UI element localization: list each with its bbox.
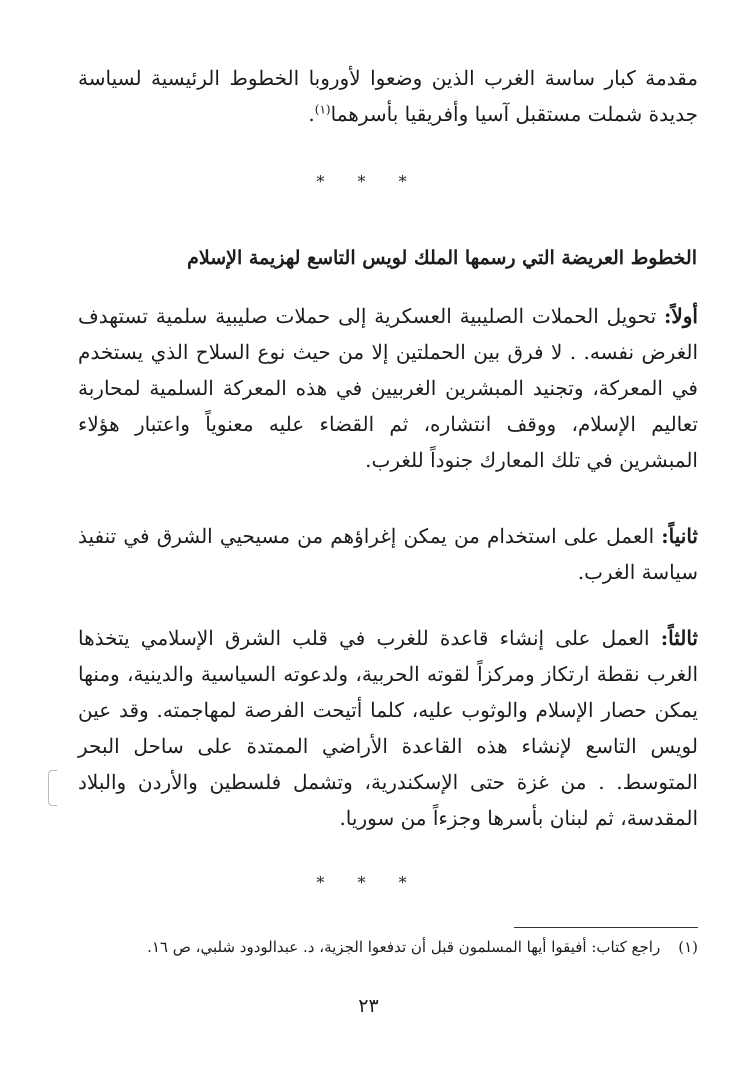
paragraph-third — [78, 620, 698, 836]
paragraph-text: تحويل الحملات الصليبية العسكرية إلى حملات صليبية سلمية تستهدف الغرض نفسه. . لا فرق بين الحملتين إلا من حيث نوع السلاح الذي يستخدم في المعركة، وتجنيد المبشرين الغربيين في هذه المعركة السلمية لمحاربة تعاليم الإسلام، ووقف انتشاره، ثم القضاء عليه معنوياً واعتبار هؤلاء المبشرين في تلك المعارك جنوداً للغرب. — [78, 304, 698, 472]
section-heading: الخطوط العريضة التي رسمها الملك لويس التاسع لهزيمة الإسلام — [187, 247, 697, 269]
paragraph-second — [78, 518, 698, 590]
section-separator: * * * — [316, 172, 421, 191]
intro-end: . — [308, 102, 315, 126]
intro-text: مقدمة كبار ساسة الغرب الذين وضعوا لأوروبا الخطوط الرئيسية لسياسة جديدة شملت مستقبل آسيا وأفريقيا بأسرهما — [78, 66, 698, 126]
paragraph-lead: أولاً: — [663, 304, 698, 328]
footnote-text: راجع كتاب: أفيقوا أيها المسلمون قبل أن تدفعوا الجزية، د. عبدالودود شلبي، ص ١٦. — [147, 938, 661, 956]
paragraph-first — [78, 298, 698, 478]
footnote — [78, 933, 698, 961]
paragraph-text: العمل على استخدام من يمكن إغراؤهم من مسيحيي الشرق في تنفيذ سياسة الغرب. — [78, 524, 698, 584]
margin-bracket-mark — [48, 770, 57, 806]
intro-paragraph — [78, 60, 698, 132]
paragraph-lead: ثالثاً: — [660, 626, 698, 650]
page-number: ٢٣ — [358, 995, 379, 1017]
footnote-divider — [514, 927, 698, 928]
footnote-number: (١) — [678, 938, 698, 956]
paragraph-text: العمل على إنشاء قاعدة للغرب في قلب الشرق الإسلامي يتخذها الغرب نقطة ارتكاز ومركزاً لقوته الحربية، ولدعوته السياسية والدينية، ومنها يمكن حصار الإسلام والوثوب عليه، كلما أتيحت الفرصة لمهاجمته. وقد عين لويس التاسع لإنشاء هذه القاعدة الأراضي الممتدة على ساحل البحر المتوسط. . من غزة حتى الإسكندرية، وتشمل فلسطين والأردن والبلاد المقدسة، ثم لبنان بأسرها وجزءاً من سوريا. — [78, 626, 698, 830]
section-separator: * * * — [316, 873, 421, 892]
paragraph-lead: ثانياً: — [661, 524, 698, 548]
footnote-reference[interactable]: (١) — [314, 102, 331, 117]
